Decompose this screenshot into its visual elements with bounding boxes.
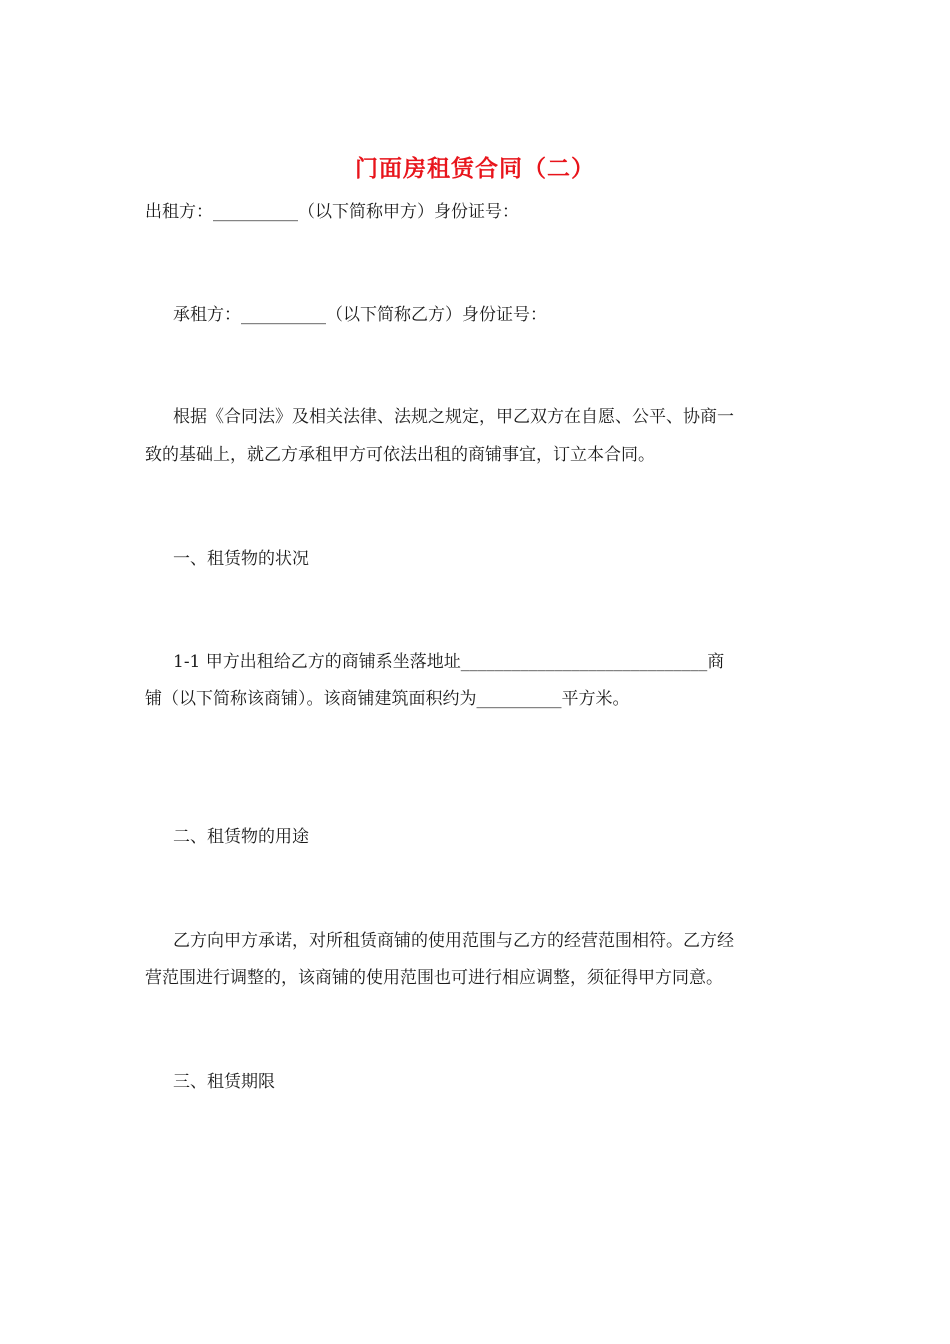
preamble-line-2: 致的基础上，就乙方承租甲方可依法出租的商铺事宜，订立本合同。 xyxy=(145,445,655,465)
use-line-2: 营范围进行调整的，该商铺的使用范围也可进行相应调整，须征得甲方同意。 xyxy=(145,968,723,988)
preamble-line-1: 根据《合同法》及相关法律、法规之规定，甲乙双方在自愿、公平、协商一 xyxy=(173,407,734,427)
use-line-1: 乙方向甲方承诺，对所租赁商铺的使用范围与乙方的经营范围相符。乙方经 xyxy=(173,931,734,951)
document-title: 门面房租赁合同（二） xyxy=(355,155,595,182)
lessor-line: 出租方：__________（以下简称甲方）身份证号： xyxy=(145,202,519,222)
section-heading-1: 一、租赁物的状况 xyxy=(173,549,309,569)
section-heading-3: 三、租赁期限 xyxy=(173,1072,275,1092)
clause-1-1-line-1: 1-1 甲方出租给乙方的商铺系坐落地址_____________________________商 xyxy=(173,652,725,672)
section-heading-2: 二、租赁物的用途 xyxy=(173,827,309,847)
lessee-line: 承租方：__________（以下简称乙方）身份证号： xyxy=(173,305,547,325)
clause-1-1-line-2: 铺（以下简称该商铺）。该商铺建筑面积约为__________平方米。 xyxy=(145,689,630,709)
